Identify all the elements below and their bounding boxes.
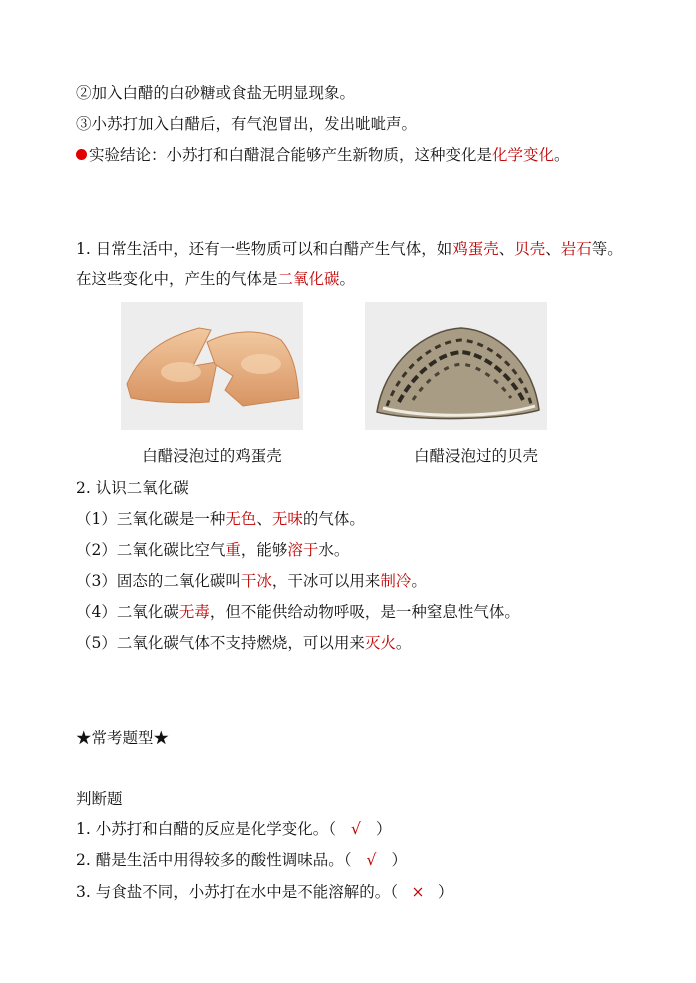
section1-para2 [76, 269, 355, 289]
separator: 、 [545, 240, 561, 258]
fact-keyword: 干冰 [240, 572, 272, 590]
eggshell-image [121, 302, 303, 430]
co2-fact-1 [76, 509, 365, 529]
fact-keyword: 无毒 [178, 603, 210, 621]
keyword-rock: 岩石 [560, 240, 592, 258]
question-text: 1. 小苏打和白醋的反应是化学变化。（ [76, 820, 336, 838]
question-close: ） [375, 820, 392, 838]
fact-keyword: 制冷 [380, 572, 412, 590]
fact-text: （5）二氧化碳气体不支持燃烧，可以用来 [76, 634, 365, 652]
fact-text: ，但不能供给动物呼吸，是一种窒息性气体。 [209, 603, 520, 621]
question-close: ） [391, 851, 407, 869]
fact-text: 。 [411, 572, 427, 590]
section1-para1 [76, 239, 623, 259]
check-icon: √ [351, 820, 361, 838]
fact-keyword: 无味 [271, 510, 303, 528]
section1-para1-text: 1. 日常生活中，还有一些物质可以和白醋产生气体，如 [76, 240, 453, 258]
keyword-eggshell: 鸡蛋壳 [452, 240, 499, 258]
question-1 [76, 819, 391, 839]
separator: 、 [498, 240, 515, 258]
intro-line-2: ②加入白醋的白砂糖或食盐无明显现象。 [76, 84, 356, 102]
fact-keyword: 溶于 [287, 541, 319, 559]
keyword-co2: 二氧化碳 [277, 270, 340, 288]
fact-keyword: 重 [225, 541, 241, 559]
fact-text: ，能够 [240, 541, 288, 559]
cross-icon: × [411, 883, 425, 901]
section1-para2-end: 。 [339, 270, 356, 288]
question-close: ） [437, 883, 454, 901]
section1-para2-text: 在这些变化中，产生的气体是 [76, 270, 278, 288]
fact-text: 水。 [318, 541, 350, 559]
question-text: 2. 醋是生活中用得较多的酸性调味品。（ [76, 851, 352, 869]
fact-text: 的气体。 [302, 510, 365, 528]
co2-fact-5 [76, 633, 411, 653]
conclusion-end: 。 [554, 146, 570, 164]
keyword-shell: 贝壳 [514, 240, 546, 258]
fact-text: （3）固态的二氧化碳叫 [76, 572, 241, 590]
bullet-dot-icon [76, 149, 87, 160]
co2-fact-2 [76, 540, 349, 560]
conclusion-line [76, 145, 570, 165]
fact-text: （2）二氧化碳比空气 [76, 541, 226, 559]
intro-line-3: ③小苏打加入白醋后，有气泡冒出，发出呲呲声。 [76, 115, 418, 133]
conclusion-text: 实验结论：小苏打和白醋混合能够产生新物质，这种变化是 [89, 146, 493, 164]
question-3 [76, 882, 453, 902]
fact-text: （4）二氧化碳 [76, 603, 179, 621]
co2-fact-4 [76, 602, 520, 622]
fact-text: （1）三氧化碳是一种 [76, 510, 226, 528]
co2-fact-3 [76, 571, 427, 591]
fact-keyword: 无色 [225, 510, 257, 528]
fact-text: ，干冰可以用来 [271, 572, 381, 590]
section1-para1-end: 等。 [591, 240, 623, 258]
eggshell-caption: 白醋浸泡过的鸡蛋壳 [142, 447, 282, 465]
fact-keyword: 灭火 [364, 634, 396, 652]
exam-title: ★常考题型★ [76, 729, 170, 747]
shell-image [365, 302, 547, 430]
fact-text: 、 [256, 510, 272, 528]
question-2 [76, 850, 407, 870]
question-type: 判断题 [76, 790, 123, 808]
conclusion-keyword: 化学变化 [492, 146, 555, 164]
section2-heading: 2. 认识二氧化碳 [76, 479, 189, 497]
question-text: 3. 与食盐不同，小苏打在水中是不能溶解的。（ [76, 883, 398, 901]
shell-caption: 白醋浸泡过的贝壳 [413, 447, 538, 465]
check-icon: √ [366, 851, 377, 869]
fact-text: 。 [395, 634, 412, 652]
